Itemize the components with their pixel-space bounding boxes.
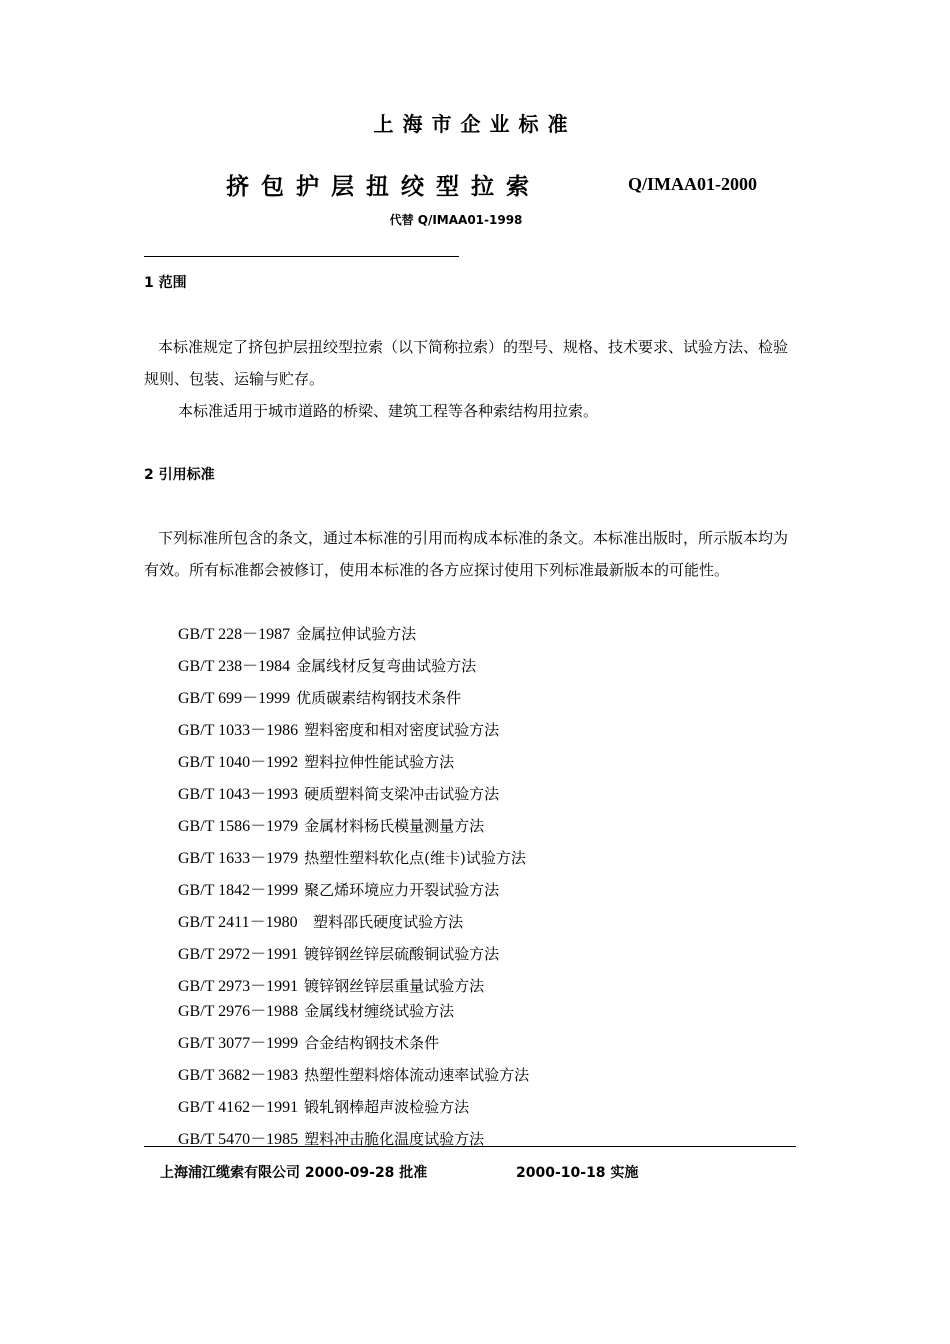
reference-list [178, 618, 529, 1155]
reference-title: 镀锌钢丝锌层重量试验方法 [304, 977, 485, 995]
reference-code: GB/T 238－1984 [178, 658, 291, 675]
reference-code: GB/T 2972－1991 [178, 946, 299, 963]
list-item [178, 778, 529, 810]
reference-code: GB/T 1033－1986 [178, 722, 299, 739]
reference-title: 合金结构钢技术条件 [304, 1034, 440, 1052]
list-item [178, 618, 529, 650]
list-item [178, 810, 529, 842]
reference-title: 优质碳素结构钢技术条件 [296, 689, 462, 707]
list-item [178, 1027, 529, 1059]
list-item [178, 682, 529, 714]
effective-date-note: 2000-10-18 实施 [516, 1165, 639, 1181]
reference-title: 硬质塑料简支梁冲击试验方法 [304, 785, 500, 803]
replaces-note: 代替 Q/IMAA01-1998 [389, 213, 523, 227]
reference-code: GB/T 2411－1980 [178, 914, 298, 931]
list-item [178, 1123, 529, 1155]
reference-title: 塑料冲击脆化温度试验方法 [304, 1130, 485, 1148]
reference-code: GB/T 1842－1999 [178, 882, 299, 899]
references-intro-paragraph: 下列标准所包含的条文，通过本标准的引用而构成本标准的条文。本标准出版时，所示版本均为有效。所有标准都会被修订，使用本标准的各方应探讨使用下列标准最新版本的可能性。 [144, 529, 789, 579]
header-divider [144, 256, 459, 257]
standard-code: Q/IMAA01-2000 [628, 174, 757, 194]
reference-code: GB/T 3077－1999 [178, 1035, 299, 1052]
reference-title: 金属拉伸试验方法 [296, 625, 417, 643]
list-item [178, 874, 529, 906]
reference-code: GB/T 3682－1983 [178, 1067, 299, 1084]
list-item [178, 650, 529, 682]
reference-title: 金属线材反复弯曲试验方法 [296, 657, 477, 675]
reference-title: 金属线材缠绕试验方法 [304, 1002, 455, 1020]
section-heading-references: 2 引用标准 [144, 467, 215, 483]
reference-title: 锻轧钢棒超声波检验方法 [304, 1098, 470, 1116]
approval-note: 上海浦江缆索有限公司 2000-09-28 批准 [160, 1165, 428, 1181]
reference-title: 金属材料杨氏模量测量方法 [304, 817, 485, 835]
section-heading-scope: 1 范围 [144, 275, 187, 291]
reference-code: GB/T 2976－1988 [178, 1003, 299, 1020]
reference-code: GB/T 228－1987 [178, 626, 291, 643]
list-item [178, 1091, 529, 1123]
reference-code: GB/T 5470－1985 [178, 1131, 299, 1148]
reference-code: GB/T 1043－1993 [178, 786, 299, 803]
document-title: 挤包护层扭绞型拉索 [226, 174, 541, 200]
list-item [178, 842, 529, 874]
scope-paragraph-1: 本标准规定了挤包护层扭绞型拉索（以下简称拉索）的型号、规格、技术要求、试验方法、检验规则、包装、运输与贮存。 [144, 338, 789, 388]
footer-divider [144, 1146, 796, 1147]
list-item [178, 970, 529, 995]
reference-code: GB/T 2973－1991 [178, 978, 299, 995]
list-item [178, 1059, 529, 1091]
reference-title: 塑料邵氏硬度试验方法 [303, 913, 464, 931]
reference-title: 塑料拉伸性能试验方法 [304, 753, 455, 771]
reference-code: GB/T 1040－1992 [178, 754, 299, 771]
scope-paragraph-2: 本标准适用于城市道路的桥梁、建筑工程等各种索结构用拉索。 [178, 402, 599, 420]
list-item [178, 746, 529, 778]
reference-title: 热塑性塑料软化点(维卡)试验方法 [304, 849, 526, 867]
reference-code: GB/T 699－1999 [178, 690, 291, 707]
standard-organization: 上海市企业标准 [373, 112, 577, 136]
reference-code: GB/T 1633－1979 [178, 850, 299, 867]
list-item [178, 995, 529, 1027]
list-item [178, 938, 529, 970]
list-item [178, 906, 529, 938]
reference-title: 热塑性塑料熔体流动速率试验方法 [304, 1066, 530, 1084]
reference-title: 聚乙烯环境应力开裂试验方法 [304, 881, 500, 899]
reference-code: GB/T 4162－1991 [178, 1099, 299, 1116]
reference-title: 塑料密度和相对密度试验方法 [304, 721, 500, 739]
reference-code: GB/T 1586－1979 [178, 818, 299, 835]
reference-title: 镀锌钢丝锌层硫酸铜试验方法 [304, 945, 500, 963]
list-item [178, 714, 529, 746]
